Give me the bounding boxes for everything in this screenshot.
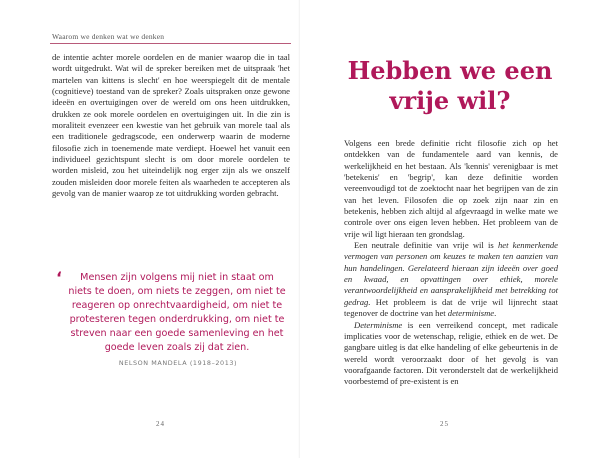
paragraph-2-mid: Het probleem is dat de vrije wil lijnrecht staat tegenover de doctrine van het xyxy=(344,296,558,319)
paragraph-3-italic: Determinisme xyxy=(354,319,403,330)
quote-source: NELSON MANDELA (1918–2013) xyxy=(118,359,238,367)
paragraph-2 xyxy=(344,240,558,319)
paragraph-2-start: Een neutrale definitie van vrije wil is xyxy=(354,240,498,251)
pull-quote: Mensen zijn volgens mij niet in staat om niets te doen, om niets te zeggen, om niet te reageren op onrechtvaardigheid, om niet te protesteren tegen onderdrukking, om niet te streven naar een goede samenleving en het goede leven zoals zij dat zien. xyxy=(68,272,286,353)
paragraph-1: Volgens een brede definitie richt filosofie zich op het ontdekken van de fundamentele aard van kennis, de werkelijkheid en het bestaan. Als 'kennis' verenigbaar is met 'betekenis' en 'begrip', kan deze definitie worden vereenvoudigd tot de zoektocht naar het begrijpen van de zin van het leven. Filosofen die op zoek zijn naar zin en betekenis, hebben zich altijd al afgevraagd in welke mate we controle over ons eigen leven hebben. Het probleem van de vrije wil ligt hieraan ten grondslag. xyxy=(344,138,558,239)
header-rule xyxy=(50,43,291,44)
chapter-title: Hebben we een vrije wil? xyxy=(347,56,553,115)
paragraph-2-end: . xyxy=(494,308,497,319)
paragraph-2-italic: het kenmerkende vermogen van personen om keuzes te maken ten aanzien van hun handelingen. Gerelateerd hieraan zijn ideeën over goed en kwaad, en opvattingen over ethiek, morele verantwoordelijkheid en aansprakelijkheid met betrekking tot gedrag. xyxy=(344,240,558,307)
page-number-right: 25 xyxy=(440,420,449,428)
left-body-text: de intentie achter morele oordelen en de manier waarop die in taal wordt uitgedrukt. Wat wil de spreker bereiken met de uitspraak 'het martelen van kittens is slecht' en hoe weerspiegelt dit de mentale (cognitieve) toestand van de spreker? Zoals uitspraken onze gewone ideeën en overtuigingen over de wereld om ons heen uitdrukken, drukken ze ook morele oordelen en overtuigingen uit. In die zin is moraliteit evenzeer een kwestie van het gebruik van morele taal als een traditionele gedragscode, een onderwerp waarin de moderne filosofie zich in toenemende mate verdiept. Hoewel het vanuit een individueel gezichtspunt slecht is om door morele oordelen te worden misleid, zou het uiteindelijk nog erger zijn als we onszelf zouden misleiden door morele feiten als waarheden te accepteren als gevolg van de manier waarop ze tot uitdrukking worden gebracht. xyxy=(52,52,290,199)
paragraph-3 xyxy=(344,320,558,388)
running-head: Waarom we denken wat we denken xyxy=(52,32,165,41)
page-number-left: 24 xyxy=(156,420,165,428)
right-body-text xyxy=(344,138,558,388)
quote-mark: ‘ xyxy=(56,268,63,287)
paragraph-3-rest: is een verreikend concept, met radicale implicaties voor de wetenschap, religie, ethiek en de wet. De gangbare uitleg is dat elke handeling of elke gebeurtenis in de wereld wordt veroorzaakt door of het gevolg is van voorafgaande factoren. Dit veronderstelt dat de werkelijkheid voorbestemd of pre-existent is en xyxy=(344,319,558,387)
paragraph-2-italic-term: determinisme xyxy=(447,308,495,319)
